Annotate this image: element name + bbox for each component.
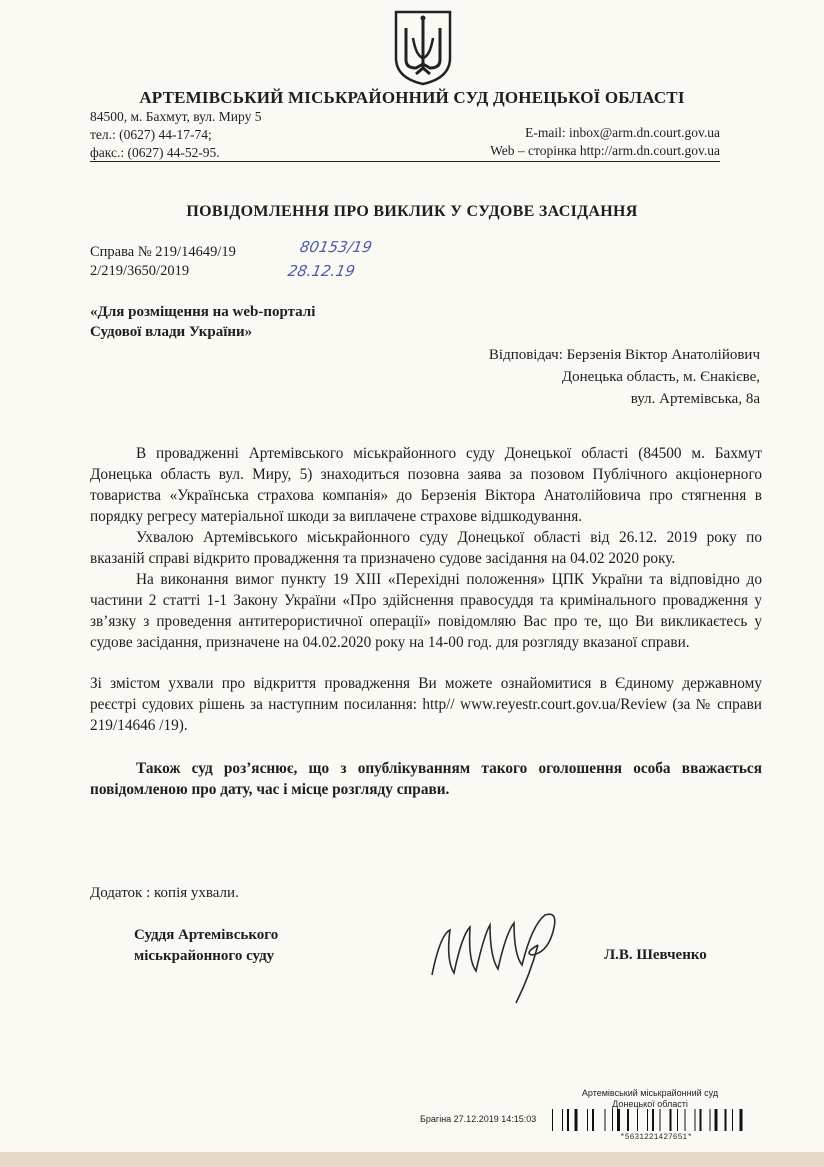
judge-title [134,925,278,967]
defendant-block [400,344,760,410]
attachment-note: Додаток : копія ухвали. [90,885,239,901]
header-divider [90,161,720,162]
stamp-user-time: Брагіна 27.12.2019 14:15:03 [420,1114,537,1124]
handwritten-registration-number: 80153/19 [298,238,374,256]
court-website: Web – сторінка http://arm.dn.court.gov.ua [490,143,720,158]
coat-of-arms-icon [392,8,454,86]
defendant-region: Донецька область, м. Єнакієве, [561,369,760,385]
body-paragraph-5: Також суд роз’яснює, що з опублікуванням такого оголошення особа вважається повідомленою про дату, час і місце розгляду справи. [90,760,762,798]
body-paragraph-2: Ухвалою Артемівського міськрайонного суду Донецької області від 26.12. 2019 року по вказаній справі відкрито провадження та призначено судове засідання на 04.02 2020 року. [90,529,762,567]
barcode-icon [552,1109,802,1131]
court-fax: факс.: (0627) 44-52-95. [90,145,220,160]
body-paragraph-3: На виконання вимог пункту 19 ХІІІ «Перехідні положення» ЦПК України та відповідно до частини 2 статті 1-1 Закону України «Про здійснення правосуддя та кримінального провадження у зв’язку з проведення антитерористичної операції» повідомляю Вас про те, що Ви викликаєтесь у судове засідання, призначене на 04.02.2020 року на 14-00 год. для розгляду вказаної справи. [90,571,762,651]
registry-stamp [565,1088,735,1110]
judge-signature [420,905,580,1005]
notice-body [90,443,762,800]
court-contacts-left [90,108,261,162]
proceeding-number: 2/219/3650/2019 [90,263,190,279]
handwritten-registration-date: 28.12.19 [286,262,357,280]
stamp-court-line1: Артемівський міськрайонний суд [581,1088,719,1098]
portal-note-line2: Судової влади України» [90,324,253,340]
court-address: 84500, м. Бахмут, вул. Миру 5 [90,109,262,124]
portal-note-line1: «Для розміщення на web-порталі [90,304,316,320]
barcode-number: *5631221427651* [620,1133,693,1142]
notice-title: ПОВІДОМЛЕННЯ ПРО ВИКЛИК У СУДОВЕ ЗАСІДАННЯ [186,203,638,220]
portal-note [90,302,315,342]
defendant-street: вул. Артемівська, 8а [630,391,760,407]
page-bottom-edge [0,1152,824,1167]
defendant-name: Відповідач: Берзенія Віктор Анатолійович [488,347,760,363]
case-info [90,243,236,281]
stamp-court-line2: Донецької області [612,1099,688,1109]
body-paragraph-4: Зі змістом ухвали про відкриття провадження Ви можете ознайомитися в Єдиному державному реєстрі судових рішень за наступним посилання: http// www.reyestr.court.gov.ua/Review (за № справи 219/14646 /19). [90,675,762,734]
judge-title-line2: міськрайонного суду [134,948,275,964]
judge-name: Л.В. Шевченко [604,947,707,963]
court-name: АРТЕМІВСЬКИЙ МІСЬКРАЙОННИЙ СУД ДОНЕЦЬКОЇ ОБЛАСТІ [139,88,685,107]
body-paragraph-1: В провадженні Артемівського міськрайонного суду Донецької області (84500 м. Бахмут Донецька область вул. Миру, 5) знаходиться позовна заява за позовом Публічного акціонерного товариства «Українська страхова компанія» до Берзенія Віктора Анатолійовича про стягнення в порядку регресу матеріальної шкоди за виплачене страхове відшкодування. [90,445,762,525]
judge-title-line1: Суддя Артемівського [134,927,279,943]
court-email: E-mail: inbox@arm.dn.court.gov.ua [525,125,720,140]
case-number: Справа № 219/14649/19 [90,244,236,260]
court-phone: тел.: (0627) 44-17-74; [90,127,212,142]
